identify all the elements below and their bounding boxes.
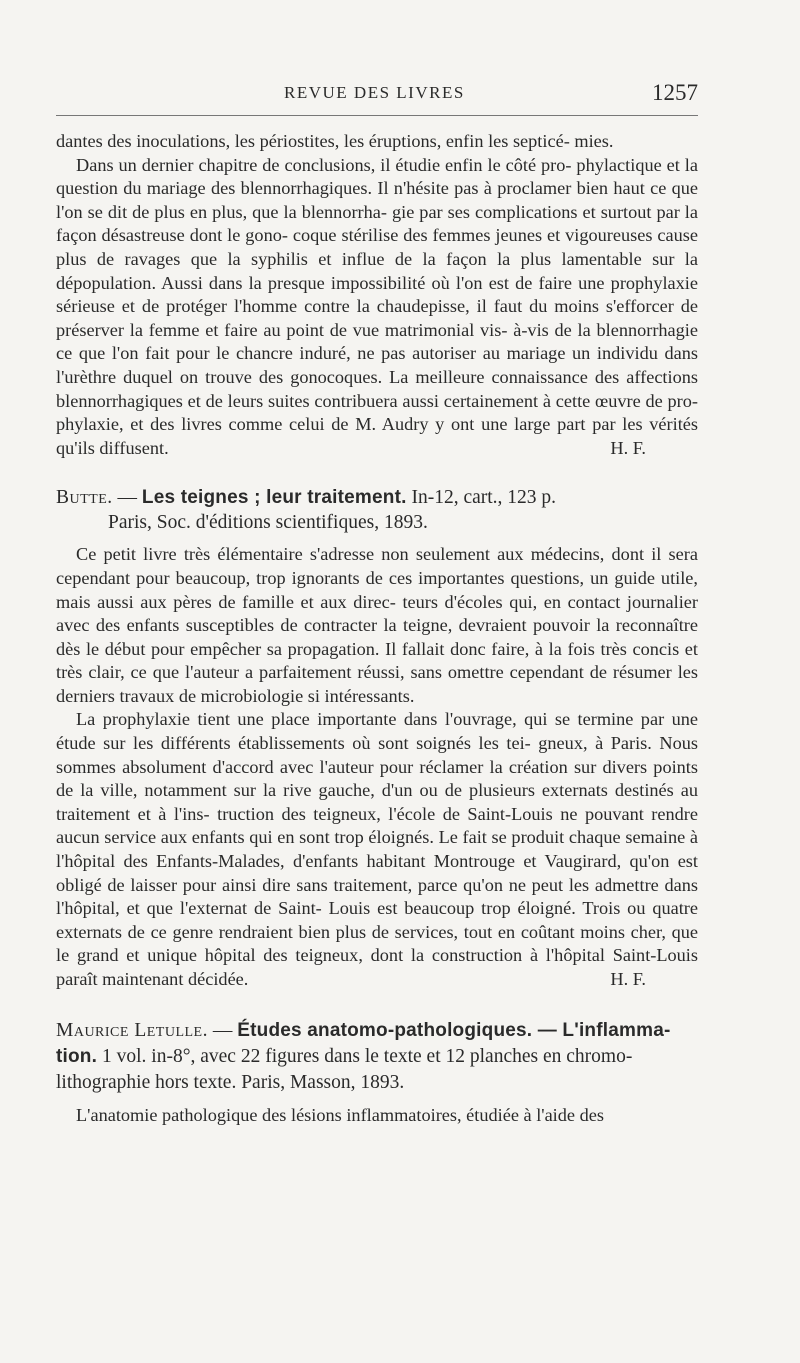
entry-dash: — <box>212 1019 233 1041</box>
page-header <box>56 80 698 108</box>
review-paragraph: dantes des inoculations, les périostites, les éruptions, enfin les septicé- mies. <box>56 131 614 151</box>
review-paragraph: L'anatomie pathologique des lésions inflammatoires, étudiée à l'aide des <box>76 1104 604 1125</box>
book-title: Les teignes ; leur traitement. <box>141 487 407 509</box>
review-audry <box>56 130 698 460</box>
book-format: In-12, cart., 123 p. <box>411 487 557 509</box>
author-name: Maurice Letulle. <box>56 1019 208 1041</box>
book-title: Études anatomo-pathologiques. — L'inflamma- tion. <box>56 1019 671 1067</box>
review-paragraph: Dans un dernier chapitre de conclusions, il étudie enfin le côté pro- phylactique et la question du mariage des blennorrhagiques. Il n'hésite pas à proclamer bien haut ce que l'on se dit de plus en plus, que la blennorrha- gie par ses complications et surtout par la façon désastreuse dont le gono- coque stérilise des femmes jeunes et vigoureuses cause plus de ravages que la syphilis et influe de la façon la plus lamentable sur la dépopulation. Aussi dans la presque impossibilité où l'on est de faire une prophylaxie sérieuse et de protéger l'homme contre la chaudepisse, il faut du moins s'efforcer de préserver la femme et faire au point de vue matrimonial vis- à-vis de la blennorrhagie ce que l'on fait pour le chancre induré, ne pas autoriser au mariage un individu dans l'urèthre duquel on trouve des gonocoques. La meilleure connaissance des affections blennorrhagiques et de leurs suites contribuera aussi certainement à cette œuvre de pro- phylaxie, et des livres comme celui de M. Audry y ont une large part par les vérités qu'ils diffusent. <box>56 154 698 458</box>
book-publisher: Paris, Soc. d'éditions scientifiques, 1893. <box>108 511 428 533</box>
review-paragraph: La prophylaxie tient une place importante dans l'ouvrage, qui se termine par une étude sur les différents établissements où sont soignés les tei- gneux, à Paris. Nous sommes absolument d'accord avec l'auteur pour réclamer la création sur divers points de la ville, notamment sur la rive gauche, d'un ou de plusieurs externats destinés au traitement et à l'ins- truction des teigneux, l'école de Saint-Louis ne pouvant rendre aucun service aux enfants qui en sont trop éloignés. Le fait se produit chaque semaine à l'hôpital des Enfants-Malades, d'enfants habitant Montrouge et Vaugirard, qu'on est obligé de laisser pour ainsi dire sans traitement, parce qu'on ne peut les admettre dans l'hôpital, et que l'externat de Saint- Louis est beaucoup trop éloigné. Trois ou quatre externats de ce genre rendraient bien plus de services, tout en coûtant moins cher, que le grand et unique hôpital des teigneux, dont la construction à l'hôpital Saint-Louis paraît maintenant décidée. <box>56 709 698 989</box>
review-butte <box>56 486 698 991</box>
book-details: 1 vol. in-8°, avec 22 figures dans le texte et 12 planches en chromo-lithographie hors texte. Paris, Masson, 1893. <box>56 1045 633 1093</box>
running-title: REVUE DES LIVRES <box>284 83 465 102</box>
page-body <box>56 130 698 1127</box>
review-signature: H. F. <box>610 969 646 989</box>
review-signature: H. F. <box>610 437 646 458</box>
bibliographic-entry <box>56 486 698 535</box>
author-name: Butte. <box>56 487 113 509</box>
bibliographic-entry <box>56 1018 698 1096</box>
entry-dash: — <box>117 487 138 509</box>
review-letulle <box>56 1018 698 1128</box>
page-number: 1257 <box>652 80 698 105</box>
header-rule <box>56 115 698 116</box>
review-paragraph: Ce petit livre très élémentaire s'adresse non seulement aux médecins, dont il sera cependant pour beaucoup, trop ignorants de ces importantes questions, un guide utile, mais aussi aux pères de famille et aux direc- teurs d'écoles qui, en contact journalier avec des enfants susceptibles de contracter la teigne, devraient pouvoir la reconnaître dès le début pour empêcher sa propagation. Il fallait donc faire, à la fois très concis et très clair, ce que l'auteur a parfaitement réussi, sans omettre cependant de résumer les derniers travaux de microbiologie si intéressants. <box>56 544 698 706</box>
